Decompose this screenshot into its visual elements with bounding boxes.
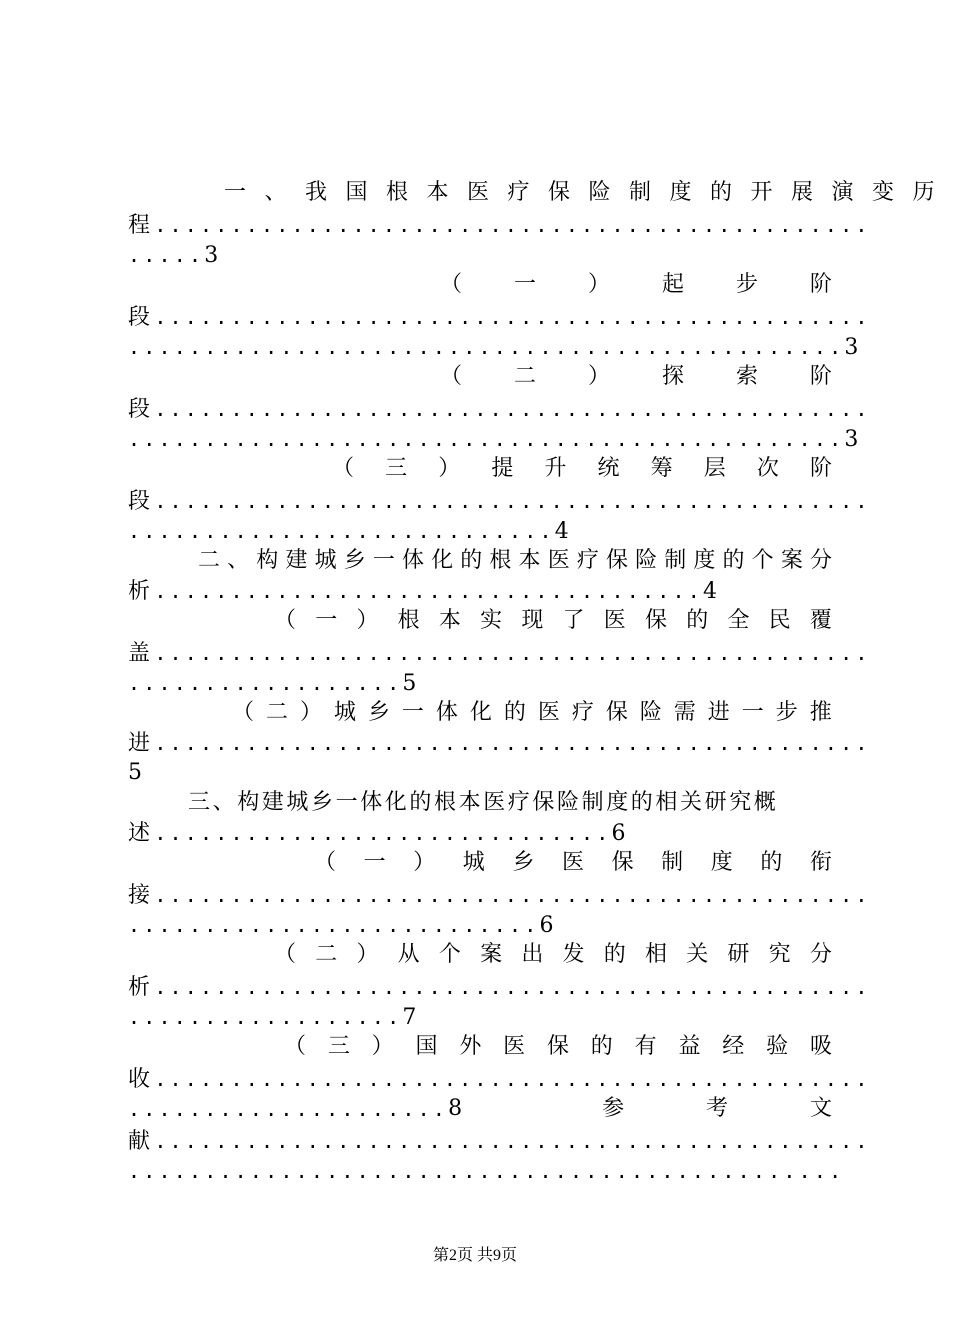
toc-heading-char: 三	[327, 1034, 350, 1059]
toc-heading-char: 根	[489, 548, 512, 573]
toc-heading-char: 城	[462, 850, 485, 875]
toc-heading-char: 验	[766, 1034, 789, 1059]
toc-heading-char: 案	[780, 548, 803, 573]
toc-heading-char: 升	[544, 456, 567, 481]
toc-heading-char: 制	[664, 548, 687, 573]
toc-line: ..................5	[128, 671, 421, 696]
toc-page-number: 3	[844, 335, 863, 360]
toc-heading-char: 医	[561, 850, 584, 875]
toc-line: ...............................................3	[128, 335, 863, 360]
toc-heading-char: 一	[401, 700, 424, 725]
toc-heading-char: 度	[693, 548, 716, 573]
toc-line: ...............................................3	[128, 427, 863, 452]
toc-heading-char: 国	[415, 1034, 438, 1059]
toc-heading	[128, 1030, 832, 1064]
toc-heading-char: （	[274, 942, 297, 967]
toc-heading	[128, 696, 832, 730]
toc-heading-char: （	[332, 456, 355, 481]
toc-heading	[128, 176, 953, 210]
toc-heading-char: 乡	[512, 850, 535, 875]
toc-heading-char: 阶	[809, 364, 832, 389]
toc-line: ..................7	[128, 1005, 421, 1030]
toc-heading	[128, 938, 832, 972]
toc-heading-char: 城	[314, 548, 337, 573]
toc-heading-char: 二	[315, 942, 338, 967]
toc-heading-char: 全	[727, 608, 750, 633]
toc-heading-char: 建	[285, 548, 308, 573]
toc-page-number: 5	[128, 760, 147, 785]
toc-page-number: 4	[554, 519, 574, 544]
toc-line	[128, 756, 832, 790]
toc-heading	[128, 452, 832, 486]
toc-heading	[128, 360, 832, 394]
toc-heading-char: 从	[397, 942, 420, 967]
toc-heading-char: 民	[768, 608, 791, 633]
toc-heading-char: 进	[707, 700, 730, 725]
toc-heading-char: 的	[760, 850, 783, 875]
toc-heading-char: 发	[562, 942, 585, 967]
toc-heading-char: 筹	[650, 456, 673, 481]
toc-heading-char: 有	[634, 1034, 657, 1059]
toc-heading-char: ）	[438, 456, 461, 481]
toc-heading-char: （	[284, 1034, 307, 1059]
toc-heading-char: （	[232, 700, 255, 725]
toc-heading-char: 起	[661, 272, 684, 297]
toc-heading-char: 统	[597, 456, 620, 481]
toc-heading-char: 化	[469, 700, 492, 725]
toc-heading	[462, 1092, 832, 1126]
toc-heading-char: 的	[603, 942, 626, 967]
toc-heading-char: 二	[198, 548, 221, 573]
page-footer: 第2页 共9页	[432, 1247, 517, 1264]
toc-heading-char: 一	[513, 272, 536, 297]
toc-heading-char: 覆	[809, 608, 832, 633]
toc-heading-char: 经	[722, 1034, 745, 1059]
toc-line: 盖...............................................	[128, 641, 871, 666]
toc-heading-char: 保	[605, 548, 628, 573]
toc-heading-char: 医	[603, 608, 626, 633]
toc-heading	[128, 268, 832, 302]
toc-heading-char: 探	[661, 364, 684, 389]
toc-heading-char: 制	[661, 850, 684, 875]
toc-line: 述..............................6	[128, 821, 630, 846]
toc-heading-char: 步	[775, 700, 798, 725]
toc-line: ...........................6	[128, 913, 558, 938]
toc-heading-char: 险	[639, 700, 662, 725]
toc-page-number: 6	[611, 821, 630, 846]
toc-heading-char: 险	[635, 548, 658, 573]
toc-line: ..................... 8 参 考 文	[128, 1092, 832, 1126]
toc-heading-char: 吸	[809, 1034, 832, 1059]
toc-heading-char: 体	[401, 548, 424, 573]
toc-heading-char: 研	[727, 942, 750, 967]
toc-line: 程...............................................	[128, 213, 871, 238]
toc-page-number: 7	[402, 1005, 421, 1030]
toc-heading-char: 现	[521, 608, 544, 633]
toc-heading-char: 提	[491, 456, 514, 481]
toc-heading-char: （	[440, 272, 463, 297]
toc-heading-char: 阶	[809, 456, 832, 481]
toc-heading-char: 衔	[809, 850, 832, 875]
toc-heading-char: 度	[710, 850, 733, 875]
toc-heading-char: 索	[735, 364, 758, 389]
toc-heading: 三、构建城乡一体化的根本医疗保险制度的相关研究概	[188, 790, 779, 815]
toc-heading-char: 益	[678, 1034, 701, 1059]
toc-heading-char: 构	[256, 548, 279, 573]
toc-heading-char: 分	[809, 548, 832, 573]
toc-heading-text: 一、我国根本医疗保险制度的开展演变历	[224, 180, 953, 205]
toc-heading-char: 个	[438, 942, 461, 967]
toc-heading-char: ）	[587, 364, 610, 389]
toc-heading-char: 的	[460, 548, 483, 573]
toc-line: 段...............................................	[128, 397, 871, 422]
toc-heading-char: 一	[315, 608, 338, 633]
toc-heading-char: 阶	[809, 272, 832, 297]
toc-heading-char: 次	[756, 456, 779, 481]
toc-heading-char: 究	[768, 942, 791, 967]
toc-line: 析...............................................	[128, 975, 871, 1000]
toc-heading-char: 分	[809, 942, 832, 967]
toc-heading-char: 保	[644, 608, 667, 633]
toc-heading-char: ）	[587, 272, 610, 297]
toc-heading-char: ）	[299, 700, 322, 725]
toc-heading-char: 的	[590, 1034, 613, 1059]
toc-page-number: 3	[844, 427, 863, 452]
toc-page-number: 4	[703, 579, 722, 604]
toc-page-number: 6	[539, 913, 558, 938]
toc-line: 进...............................................	[128, 731, 871, 756]
toc-heading-char: 医	[503, 1034, 526, 1059]
toc-heading-char: 外	[459, 1034, 482, 1059]
toc-heading-char: 关	[686, 942, 709, 967]
toc-heading-char: 根	[397, 608, 420, 633]
toc-heading-char: 的	[722, 548, 745, 573]
toc-heading-char: 出	[521, 942, 544, 967]
toc-heading-char: 本	[518, 548, 541, 573]
toc-heading-char: 城	[333, 700, 356, 725]
toc-heading-char: 步	[735, 272, 758, 297]
toc-heading-char: 个	[751, 548, 774, 573]
toc-page-number: 5	[402, 671, 421, 696]
toc-line: 接...............................................	[128, 883, 871, 908]
toc-line: ............................4	[128, 519, 574, 544]
toc-heading-char: 考	[706, 1096, 729, 1121]
toc-line: ...............................................	[128, 1159, 845, 1183]
toc-heading	[128, 604, 832, 638]
toc-heading-char: 参	[602, 1096, 625, 1121]
toc-heading-char: 二	[265, 700, 288, 725]
toc-heading-char: 医	[547, 548, 570, 573]
toc-page-number: 3	[204, 243, 223, 268]
toc-heading-char: 实	[480, 608, 503, 633]
toc-line: 收...............................................	[128, 1067, 871, 1092]
toc-heading-char: 层	[703, 456, 726, 481]
toc-heading-char: 乡	[367, 700, 390, 725]
toc-heading-char: （	[440, 364, 463, 389]
toc-heading-char: （	[274, 608, 297, 633]
toc-heading-char: 疗	[571, 700, 594, 725]
toc-line: 段...............................................	[128, 489, 871, 514]
toc-heading-char: 保	[546, 1034, 569, 1059]
toc-heading-char: 案	[480, 942, 503, 967]
toc-heading-char: 相	[644, 942, 667, 967]
toc-page-number: 8	[448, 1096, 463, 1121]
toc-heading	[128, 846, 832, 880]
toc-heading-char: （	[314, 850, 337, 875]
toc-heading-char: 三	[385, 456, 408, 481]
toc-heading	[128, 544, 832, 578]
toc-heading-char: 的	[686, 608, 709, 633]
toc-line: 献...............................................	[128, 1129, 871, 1154]
toc-heading-char: 一	[372, 548, 395, 573]
toc-heading-char: 的	[503, 700, 526, 725]
toc-heading-char: 疗	[576, 548, 599, 573]
toc-heading-char: ）	[413, 850, 436, 875]
toc-line: 段...............................................	[128, 305, 871, 330]
toc-line: .....3	[128, 243, 223, 268]
toc-heading-char: ）	[356, 942, 379, 967]
toc-heading-char: 本	[438, 608, 461, 633]
toc-heading-char: 一	[741, 700, 764, 725]
toc-heading-char: ）	[371, 1034, 394, 1059]
toc-line: 析....................................4	[128, 579, 722, 604]
toc-heading-char: 需	[673, 700, 696, 725]
toc-heading-char: 文	[809, 1096, 832, 1121]
toc-heading-char: ）	[356, 608, 379, 633]
toc-heading-char: 乡	[343, 548, 366, 573]
toc-heading-char: 保	[605, 700, 628, 725]
toc-heading-char: 体	[435, 700, 458, 725]
toc-heading-char: 、	[227, 548, 250, 573]
toc-heading-char: 医	[537, 700, 560, 725]
toc-heading-char: 二	[513, 364, 536, 389]
toc-heading-char: 推	[809, 700, 832, 725]
toc-heading-char: 了	[562, 608, 585, 633]
toc-heading-char: 化	[431, 548, 454, 573]
toc-heading-char: 保	[611, 850, 634, 875]
toc-heading-char: 一	[363, 850, 386, 875]
